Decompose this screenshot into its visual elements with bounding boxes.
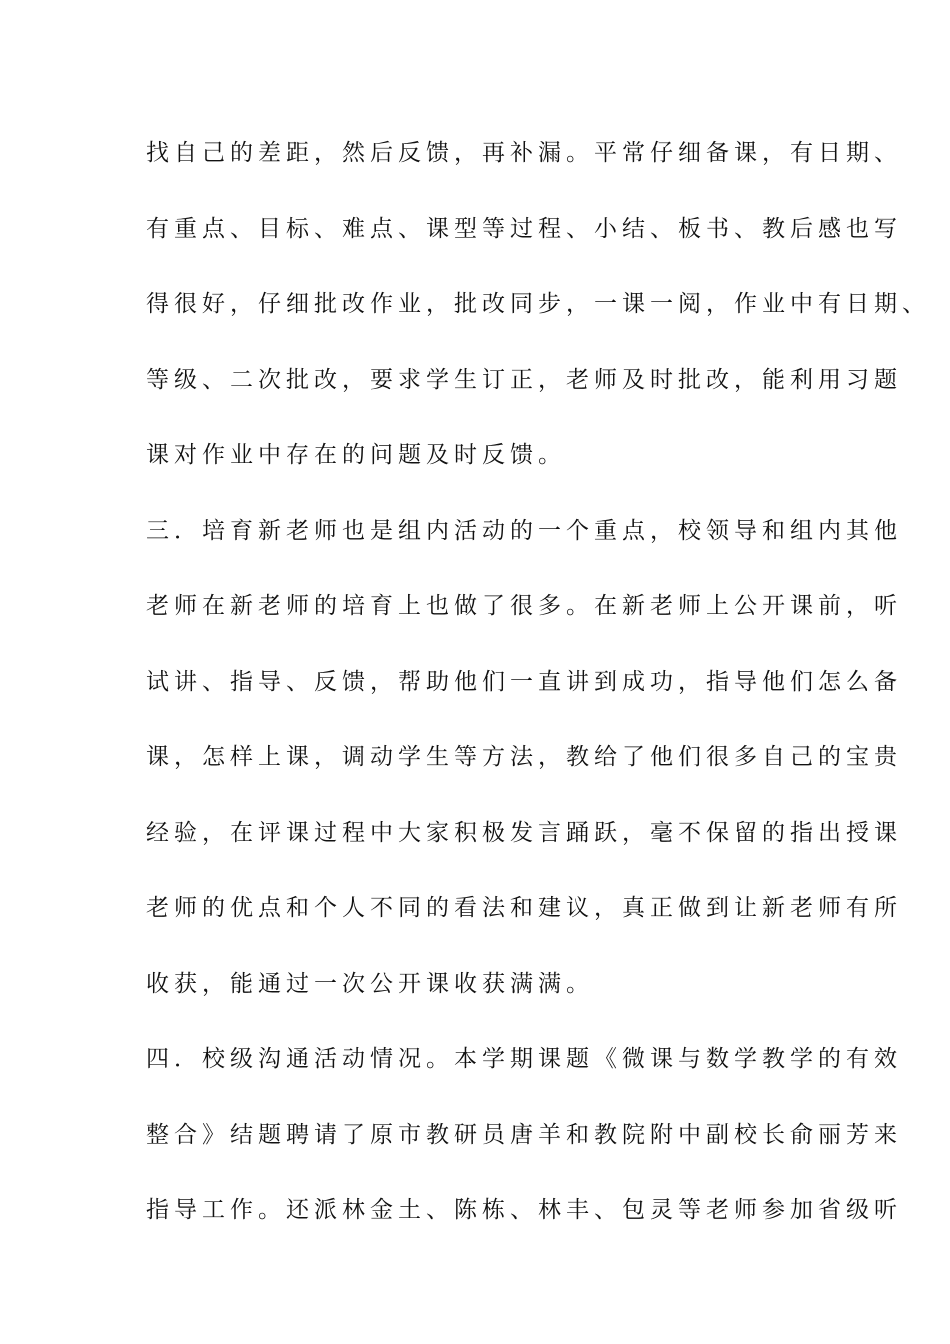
text-line: 课对作业中存在的问题及时反馈。 (146, 442, 566, 468)
section-four-heading-line: 四．校级沟通活动情况。本学期课题《微课与数学教学的有效 (146, 1046, 902, 1072)
text-line: 老师的优点和个人不同的看法和建议，真正做到让新老师有所 (146, 895, 902, 921)
text-line: 老师在新老师的培育上也做了很多。在新老师上公开课前，听 (146, 593, 902, 619)
text-line: 经验，在评课过程中大家积极发言踊跃，毫不保留的指出授课 (146, 819, 902, 846)
text-line: 试讲、指导、反馈，帮助他们一直讲到成功，指导他们怎么备 (146, 668, 902, 695)
text-line: 指导工作。还派林金土、陈栋、林丰、包灵等老师参加省级听 (146, 1197, 902, 1223)
body-text (146, 133, 930, 1266)
text-line: 找自己的差距，然后反馈，再补漏。平常仔细备课，有日期、 (146, 140, 902, 166)
text-line: 整合》结题聘请了原市教研员唐羊和教院附中副校长俞丽芳来 (146, 1121, 902, 1148)
text-line: 课，怎样上课，调动学生等方法，教给了他们很多自己的宝贵 (146, 744, 902, 770)
text-line: 得很好，仔细批改作业，批改同步，一课一阅，作业中有日期、 (146, 291, 930, 317)
section-three-heading-line: 三．培育新老师也是组内活动的一个重点，校领导和组内其他 (146, 517, 902, 544)
text-line: 等级、二次批改，要求学生订正，老师及时批改，能利用习题 (146, 366, 902, 393)
text-line: 有重点、目标、难点、课型等过程、小结、板书、教后感也写 (146, 215, 902, 242)
text-line: 收获，能通过一次公开课收获满满。 (146, 970, 594, 997)
